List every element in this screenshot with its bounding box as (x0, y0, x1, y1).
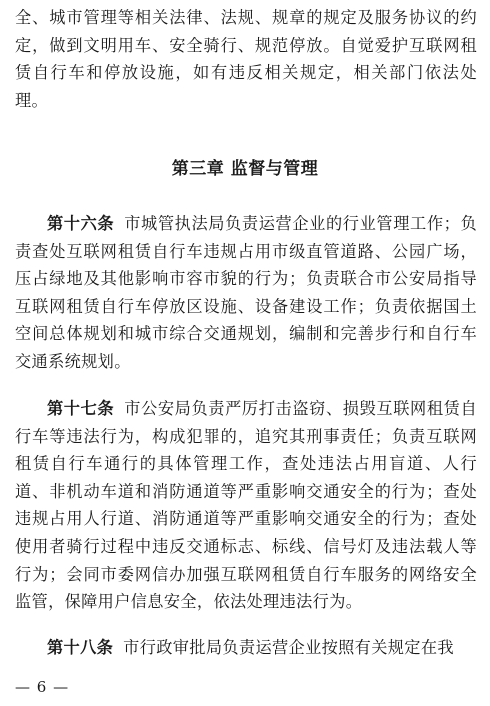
intro-paragraph: 全、城市管理等相关法律、法规、规章的规定及服务协议的约定，做到文明用车、安全骑行、规范停放。自觉爱护互联网租赁自行车和停放设施，如有违反相关规定，相关部门依法处理。 (15, 8, 477, 110)
article-number: 第十七条 (47, 399, 115, 418)
article-text: 市公安局负责严厉打击盗窃、损毁互联网租赁自行车等违法行为，构成犯罪的，追究其刑事责任；负责互联网租赁自行车通行的具体管理工作，查处违法占用盲道、人行道、非机动车道和消防通道等严重影响交通安全的行为；查处违规占用人行道、消防通道等严重影响交通安全的行为；查处使用者骑行过程中违反交通标志、标线、信号灯及违法载人等行为；会同市委网信办加强互联网租赁自行车服务的网络安全监管，保障用户信息安全，依法处理违法行为。 (15, 399, 477, 612)
chapter-title: 第三章 监督与管理 (171, 159, 319, 179)
article-16 (15, 210, 477, 376)
article-18 (15, 634, 477, 662)
article-number: 第十八条 (47, 638, 114, 657)
article-text: 市行政审批局负责运营企业按照有关规定在我 (123, 638, 454, 657)
page-number: — 6 — (15, 678, 70, 696)
article-17 (15, 395, 477, 616)
article-number: 第十六条 (47, 214, 115, 233)
article-text: 市城管执法局负责运营企业的行业管理工作；负责查处互联网租赁自行车违规占用市级直管道路、公园广场，压占绿地及其他影响市容市貌的行为；负责联合市公安局指导互联网租赁自行车停放区设施、设备建设工作；负责依据国土空间总体规划和城市综合交通规划，编制和完善步行和自行车交通系统规划。 (15, 214, 477, 371)
